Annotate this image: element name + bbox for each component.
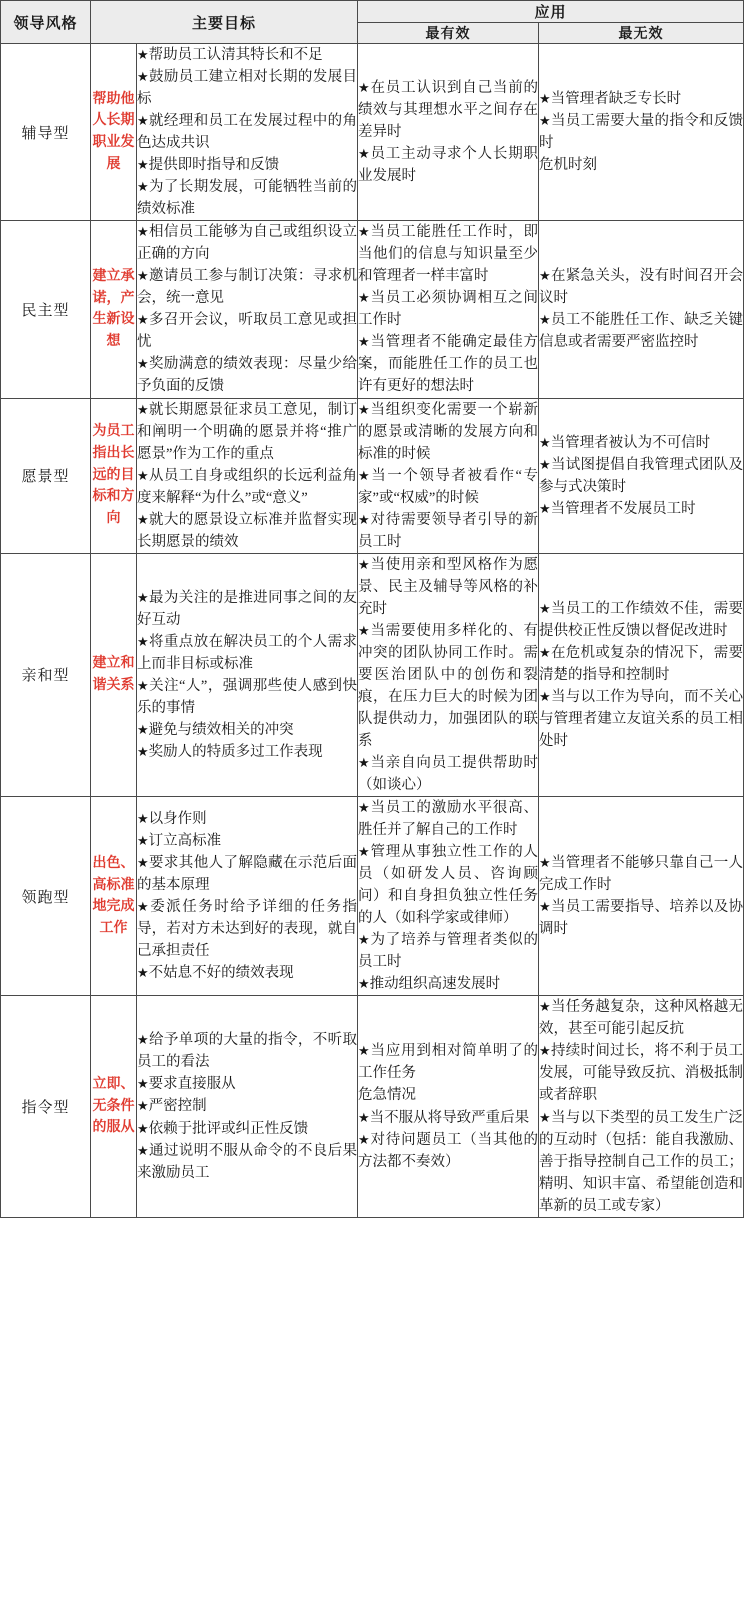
table-row: [1, 398, 744, 553]
bullet-item: ★ 就大的愿景设立标准并监督实现长期愿景的绩效: [137, 509, 357, 553]
bullet-item: ★ 当管理者不能够只靠自己一人完成工作时: [539, 852, 743, 896]
bullet-item: ★ 奖励人的特质多过工作表现: [137, 741, 357, 763]
bullet-item: ★ 依赖于批评或纠正性反馈: [137, 1118, 357, 1140]
cell-most-effective: [358, 996, 539, 1217]
cell-leadership-style: 领跑型: [1, 797, 91, 996]
cell-most-effective: [358, 398, 539, 553]
bullet-item: ★ 邀请员工参与制订决策：寻求机会，统一意见: [137, 265, 357, 309]
cell-leadership-style: 辅导型: [1, 44, 91, 221]
bullet-item: ★ 严密控制: [137, 1095, 357, 1117]
bullet-item: ★ 管理从事独立性工作的人员（如研发人员、咨询顾问）和自身担负独立性任务的人（如科学家或律师）: [358, 841, 538, 929]
bullet-item: ★ 就长期愿景征求员工意见，制订和阐明一个明确的愿景并将“推广愿景”作为工作的重点: [137, 399, 357, 465]
cell-goal-details: [137, 221, 358, 398]
bullet-item: ★ 订立高标准: [137, 830, 357, 852]
header-row-primary: [1, 1, 744, 23]
bullet-item: ★ 当与以工作为导向，而不关心与管理者建立友谊关系的员工相处时: [539, 686, 743, 752]
cell-least-effective: [539, 553, 744, 796]
bullet-item: ★ 奖励满意的绩效表现：尽量少给予负面的反馈: [137, 353, 357, 397]
cell-leadership-style: 愿景型: [1, 398, 91, 553]
table-row: [1, 996, 744, 1217]
header-most-effective: 最有效: [358, 23, 539, 44]
bullet-item: ★ 要求其他人了解隐藏在示范后面的基本原理: [137, 852, 357, 896]
cell-most-effective: [358, 44, 539, 221]
cell-leadership-style: 指令型: [1, 996, 91, 1217]
bullet-item: ★ 最为关注的是推进同事之间的友好互动: [137, 587, 357, 631]
bullet-item: ★ 从员工自身或组织的长远利益角度来解释“为什么”或“意义”: [137, 465, 357, 509]
bullet-item: ★ 当管理者不能确定最佳方案，而能胜任工作的员工也许有更好的想法时: [358, 331, 538, 397]
cell-goal-details: [137, 553, 358, 796]
table-row: [1, 797, 744, 996]
cell-goal-details: [137, 996, 358, 1217]
bullet-item: ★ 当员工的工作绩效不佳，需要提供校正性反馈以督促改进时: [539, 598, 743, 642]
bullet-item: ★ 帮助员工认清其特长和不足: [137, 44, 357, 66]
cell-goal-summary: 立即、无条件的服从: [91, 996, 137, 1217]
bullet-item: ★ 持续时间过长，将不利于员工发展，可能导致反抗、消极抵制或者辞职: [539, 1040, 743, 1106]
table-row: [1, 221, 744, 398]
bullet-item: ★ 推动组织高速发展时: [358, 973, 538, 995]
bullet-item: ★ 通过说明不服从命令的不良后果来激励员工: [137, 1140, 357, 1184]
header-main-goal: 主要目标: [91, 1, 358, 44]
bullet-item: ★ 将重点放在解决员工的个人需求上而非目标或标准: [137, 631, 357, 675]
cell-goal-details: [137, 797, 358, 996]
bullet-item: ★ 当亲自向员工提供帮助时（如谈心）: [358, 752, 538, 796]
plain-item: 危机时刻: [539, 157, 598, 174]
bullet-item: ★ 当员工的激励水平很高、胜任并了解自己的工作时: [358, 797, 538, 841]
header-application: 应用: [358, 1, 744, 23]
cell-least-effective: [539, 797, 744, 996]
cell-least-effective: [539, 996, 744, 1217]
bullet-item: ★ 当与以下类型的员工发生广泛的互动时（包括：能自我激励、善于指导控制自己工作的员工；精明、知识丰富、希望能创造和革新的员工或专家）: [539, 1107, 743, 1217]
header-least-effective: 最无效: [539, 23, 744, 44]
bullet-item: ★ 当需要使用多样化的、有冲突的团队协同工作时。需要医治团队中的创伤和裂痕，在压力巨大的时候为团队提供动力，加强团队的联系: [358, 620, 538, 752]
cell-goal-summary: 帮助他人长期职业发展: [91, 44, 137, 221]
bullet-item: ★ 鼓励员工建立相对长期的发展目标: [137, 66, 357, 110]
bullet-item: ★ 为了培养与管理者类似的员工时: [358, 929, 538, 973]
bullet-item: ★ 当管理者被认为不可信时: [539, 432, 743, 454]
cell-goal-summary: 建立承诺，产生新设想: [91, 221, 137, 398]
bullet-item: ★ 当应用到相对简单明了的工作任务: [358, 1040, 538, 1084]
bullet-item: ★ 当使用亲和型风格作为愿景、民主及辅导等风格的补充时: [358, 554, 538, 620]
bullet-item: ★ 在危机或复杂的情况下，需要清楚的指导和控制时: [539, 642, 743, 686]
bullet-item: ★ 避免与绩效相关的冲突: [137, 719, 357, 741]
table-body: [1, 44, 744, 1218]
bullet-item: ★ 为了长期发展，可能牺牲当前的绩效标准: [137, 176, 357, 220]
cell-goal-summary: 为员工指出长远的目标和方向: [91, 398, 137, 553]
bullet-item: ★ 以身作则: [137, 808, 357, 830]
bullet-item: ★ 员工不能胜任工作、缺乏关键信息或者需要严密监控时: [539, 309, 743, 353]
bullet-item: ★ 当管理者不发展员工时: [539, 498, 743, 520]
bullet-item: ★ 当任务越复杂，这种风格越无效，甚至可能引起反抗: [539, 996, 743, 1040]
bullet-item: ★ 当组织变化需要一个崭新的愿景或清晰的发展方向和标准的时候: [358, 399, 538, 465]
bullet-item: ★ 对待问题员工（当其他的方法都不奏效）: [358, 1129, 538, 1173]
cell-least-effective: [539, 44, 744, 221]
cell-least-effective: [539, 221, 744, 398]
bullet-item: ★ 当管理者缺乏专长时: [539, 88, 743, 110]
bullet-item: ★ 当员工需要指导、培养以及协调时: [539, 896, 743, 940]
cell-most-effective: [358, 797, 539, 996]
bullet-item: ★ 就经理和员工在发展过程中的角色达成共识: [137, 110, 357, 154]
bullet-item: ★ 员工主动寻求个人长期职业发展时: [358, 143, 538, 187]
table-row: [1, 44, 744, 221]
bullet-item: ★ 对待需要领导者引导的新员工时: [358, 509, 538, 553]
bullet-item: ★ 当一个领导者被看作“专家”或“权威”的时候: [358, 465, 538, 509]
cell-goal-summary: 建立和谐关系: [91, 553, 137, 796]
bullet-item: ★ 当不服从将导致严重后果: [358, 1107, 538, 1129]
bullet-item: ★ 相信员工能够为自己或组织设立正确的方向: [137, 221, 357, 265]
bullet-item: ★ 当试图提倡自我管理式团队及参与式决策时: [539, 454, 743, 498]
bullet-item: ★ 给予单项的大量的指令，不听取员工的看法: [137, 1029, 357, 1073]
bullet-item: ★ 当员工需要大量的指令和反馈时: [539, 110, 743, 154]
cell-most-effective: [358, 553, 539, 796]
bullet-item: ★ 当员工能胜任工作时，即当他们的信息与知识量至少和管理者一样丰富时: [358, 221, 538, 287]
bullet-item: ★ 关注“人”，强调那些使人感到快乐的事情: [137, 675, 357, 719]
cell-leadership-style: 民主型: [1, 221, 91, 398]
cell-most-effective: [358, 221, 539, 398]
bullet-item: ★ 不姑息不好的绩效表现: [137, 962, 357, 984]
plain-item: 危急情况: [358, 1087, 417, 1104]
bullet-item: ★ 多召开会议，听取员工意见或担忧: [137, 309, 357, 353]
bullet-item: ★ 在员工认识到自己当前的绩效与其理想水平之间存在差异时: [358, 77, 538, 143]
table-header: [1, 1, 744, 44]
bullet-item: ★ 当员工必须协调相互之间工作时: [358, 287, 538, 331]
bullet-item: ★ 提供即时指导和反馈: [137, 154, 357, 176]
cell-goal-details: [137, 44, 358, 221]
cell-goal-details: [137, 398, 358, 553]
cell-least-effective: [539, 398, 744, 553]
cell-goal-summary: 出色、高标准地完成工作: [91, 797, 137, 996]
cell-leadership-style: 亲和型: [1, 553, 91, 796]
header-leadership-style: 领导风格: [1, 1, 91, 44]
bullet-item: ★ 要求直接服从: [137, 1073, 357, 1095]
table-row: [1, 553, 744, 796]
bullet-item: ★ 委派任务时给予详细的任务指导，若对方未达到好的表现，就自己承担责任: [137, 896, 357, 962]
bullet-item: ★ 在紧急关头，没有时间召开会议时: [539, 265, 743, 309]
